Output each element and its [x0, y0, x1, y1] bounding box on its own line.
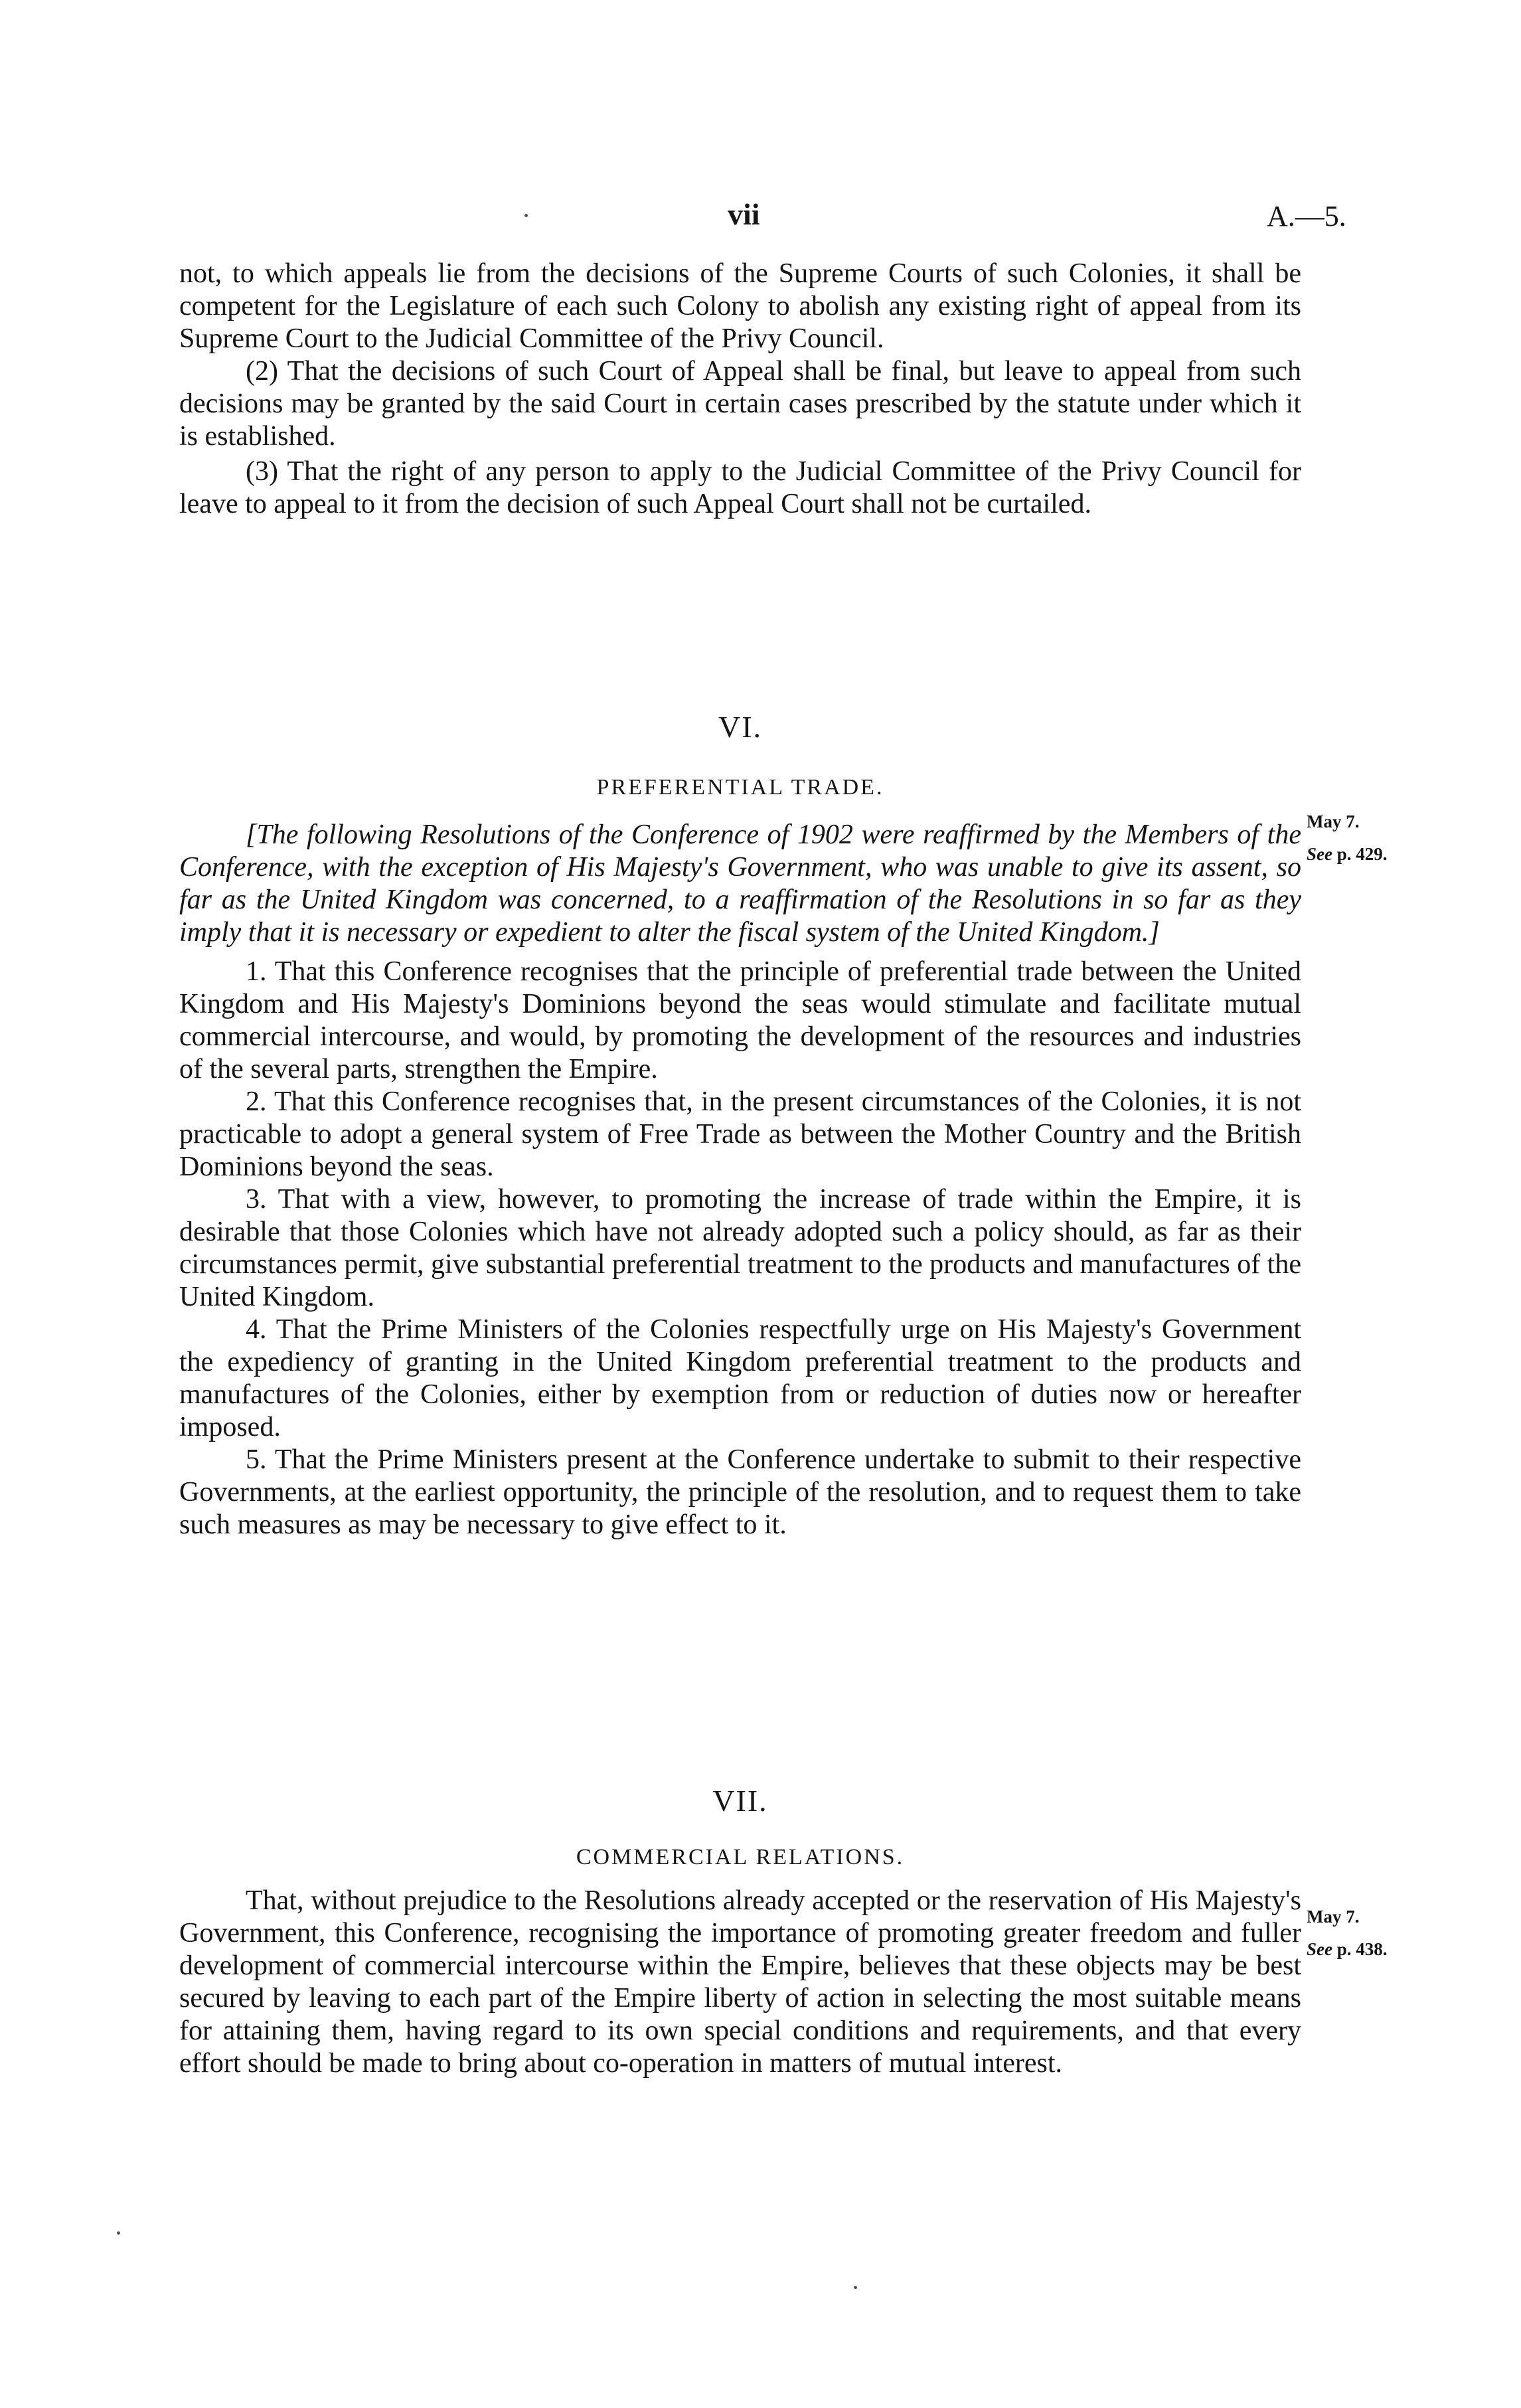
margin-note-date: May 7.	[1307, 1907, 1360, 1927]
scan-speck	[524, 214, 528, 217]
resolution-1: 1. That this Conference recognises that the principle of preferential trade between the United Kingdom and His Majesty's Dominions beyond the seas would stimulate and facilitate mutual commercial intercourse, and would, by promoting the development of the resources and industries of the several parts, strengthen the Empire.	[179, 956, 1301, 1084]
margin-note-see: See	[1307, 844, 1332, 864]
paragraph-clause-2: (2) That the decisions of such Court of Appeal shall be final, but leave to appeal from such decisions may be granted by the said Court in certain cases prescribed by the statute under which it is established.	[179, 356, 1301, 452]
section-number: VI.	[718, 710, 763, 744]
margin-note-page: p. 438.	[1336, 1939, 1388, 1959]
resolution-4: 4. That the Prime Ministers of the Colonies respectfully urge on His Majesty's Government the expediency of granting in the United Kingdom preferential treatment to the products and manufactures of the Colonies, either by exemption from or reduction of duties now or hereafter imposed.	[179, 1314, 1301, 1442]
section-v-continuation	[179, 258, 1301, 521]
scan-speck	[854, 2286, 857, 2289]
page-number: vii	[728, 197, 760, 231]
margin-note-see: See	[1307, 1939, 1332, 1959]
section-title: PREFERENTIAL TRADE.	[596, 775, 884, 800]
paragraph-continued: not, to which appeals lie from the decisions of the Supreme Courts of such Colonies, it shall be competent for the Legislature of each such Colony to abolish any existing right of appeal from its Supreme Court to the Judicial Committee of the Privy Council.	[179, 258, 1301, 354]
paragraph-clause-3: (3) That the right of any person to apply to the Judicial Committee of the Privy Council for leave to appeal to it from the decision of such Appeal Court shall not be curtailed.	[179, 456, 1301, 519]
section-title: COMMERCIAL RELATIONS.	[576, 1845, 905, 1869]
resolution-5: 5. That the Prime Ministers present at the Conference undertake to submit to their respective Governments, at the earliest opportunity, the principle of the resolution, and to request them to take such measures as may be necessary to give effect to it.	[179, 1444, 1301, 1540]
section-vii	[179, 1783, 1301, 2080]
scan-speck	[117, 2231, 120, 2235]
margin-note-reference	[1307, 1933, 1388, 1966]
resolution-paragraph: That, without prejudice to the Resolutions already accepted or the reservation of His Majesty's Government, this Conference, recognising the importance of promoting greater freedom and fuller development of commercial intercourse within the Empire, believes that these objects may be best secured by leaving to each part of the Empire liberty of action in selecting the most suitable means for attaining them, having regard to its own special conditions and requirements, and that every effort should be made to bring about co-operation in matters of mutual interest.	[179, 1885, 1301, 2079]
margin-note-page: p. 429.	[1336, 844, 1388, 864]
editorial-note: [The following Resolutions of the Conference of 1902 were reaffirmed by the Members of the Conference, with the exception of His Majesty's Government, who was unable to give its assent, so far as the United Kingdom was concerned, to a reaffirmation of the Resolutions in so far as they imply that it is necessary or expedient to alter the fiscal system of the United Kingdom.]	[179, 819, 1301, 948]
document-reference: A.—5.	[1267, 200, 1346, 232]
margin-note-date: May 7.	[1307, 812, 1360, 831]
margin-note-reference	[1307, 838, 1388, 871]
section-number: VII.	[712, 1784, 768, 1818]
resolution-2: 2. That this Conference recognises that, in the present circumstances of the Colonies, it is not practicable to adopt a general system of Free Trade as between the Mother Country and the British Dominions beyond the seas.	[179, 1086, 1301, 1182]
section-vi	[179, 709, 1301, 1541]
resolution-3: 3. That with a view, however, to promoting the increase of trade within the Empire, it is desirable that those Colonies which have not already adopted such a policy should, as far as their circumstances permit, give substantial preferential treatment to the products and manufactures of the United Kingdom.	[179, 1184, 1301, 1312]
